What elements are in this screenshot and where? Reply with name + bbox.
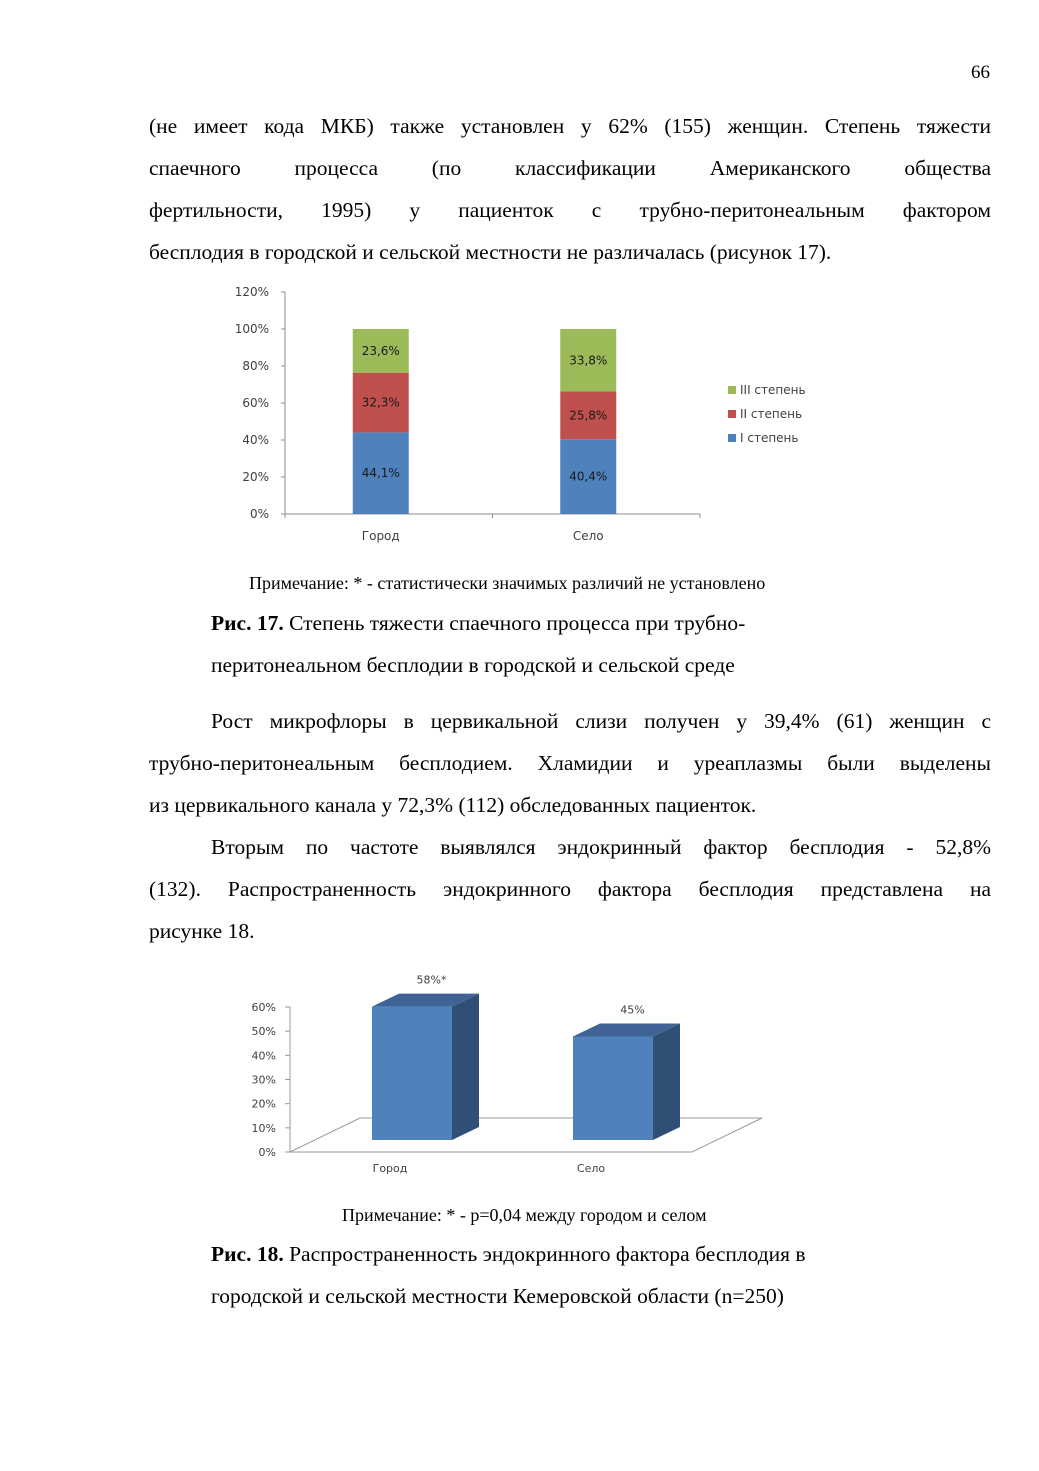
y-tick-label: 60% xyxy=(251,1001,276,1014)
y-tick-label: 20% xyxy=(242,470,269,484)
chart-floor xyxy=(290,1118,762,1152)
paragraph-2 xyxy=(149,700,991,826)
data-label: 23,6% xyxy=(361,343,400,358)
y-tick-label: 50% xyxy=(251,1025,276,1039)
data-label: 58%* xyxy=(416,973,447,987)
legend-entry: II степень xyxy=(740,407,803,421)
figure-17-caption-line2: перитонеальном бесплодии в городской и сельской среде xyxy=(211,653,735,677)
y-tick-label: 0% xyxy=(258,1146,276,1159)
figure-17-caption xyxy=(211,602,745,686)
y-tick-label: 20% xyxy=(251,1097,276,1111)
x-tick-label: Город xyxy=(361,529,400,543)
bar xyxy=(372,1007,452,1140)
data-label: 25,8% xyxy=(569,408,608,423)
data-label: 33,8% xyxy=(569,353,608,368)
data-label: 45% xyxy=(620,1003,645,1017)
legend-swatch xyxy=(728,386,736,394)
y-tick-label: 30% xyxy=(251,1073,276,1087)
paragraph-line: (132). Распространенность эндокринного фактора бесплодия представлена на xyxy=(149,877,991,901)
paragraph-line: спаечного процесса (по классификации Американского общества xyxy=(149,156,991,180)
legend-swatch xyxy=(728,410,736,418)
paragraph-line: фертильности, 1995) у пациенток с трубно-перитонеальным фактором xyxy=(149,198,991,222)
bar-side xyxy=(653,1024,680,1141)
paragraph-line: из цервикального канала у 72,3% (112) обследованных пациенток. xyxy=(149,793,757,817)
figure-17-caption-text: Степень тяжести спаечного процесса при трубно- xyxy=(283,611,746,635)
y-tick-label: 40% xyxy=(251,1049,276,1063)
y-tick-label: 60% xyxy=(242,396,269,410)
paragraph-line: Рост микрофлоры в цервикальной слизи получен у 39,4% (61) женщин с xyxy=(211,709,991,733)
y-tick-label: 120% xyxy=(234,285,269,299)
legend-entry: III степень xyxy=(740,383,806,397)
x-tick-label: Село xyxy=(572,529,604,543)
x-tick-label: Город xyxy=(372,1162,408,1175)
y-tick-label: 40% xyxy=(242,433,269,447)
page-number: 66 xyxy=(971,62,990,83)
legend-entry: I степень xyxy=(740,431,799,445)
figure-17-label: Рис. 17. xyxy=(211,611,284,635)
y-tick-label: 0% xyxy=(249,507,269,521)
paragraph-line: трубно-перитонеальным бесплодием. Хламидии и уреаплазмы были выделены xyxy=(149,751,991,775)
bar xyxy=(573,1037,653,1141)
paragraph-line: бесплодия в городской и сельской местности не различалась (рисунок 17). xyxy=(149,240,832,264)
figure-18-chart xyxy=(230,962,790,1182)
figure-18-note: Примечание: * - р=0,04 между городом и селом xyxy=(342,1205,707,1225)
y-tick-label: 100% xyxy=(234,322,269,336)
figure-18-caption-line2: городской и сельской местности Кемеровской области (n=250) xyxy=(211,1284,784,1308)
figure-18-caption xyxy=(211,1233,806,1317)
figure-18-label: Рис. 18. xyxy=(211,1242,284,1266)
paragraph-line: рисунке 18. xyxy=(149,919,255,943)
bar-side xyxy=(452,994,479,1140)
data-label: 40,4% xyxy=(569,469,608,484)
paragraph-1 xyxy=(149,105,991,273)
legend-swatch xyxy=(728,434,736,442)
figure-17-chart xyxy=(200,282,860,552)
y-tick-label: 10% xyxy=(251,1121,276,1135)
paragraph-line: Вторым по частоте выявлялся эндокринный фактор бесплодия - 52,8% xyxy=(211,835,991,859)
y-tick-label: 80% xyxy=(242,359,269,373)
paragraph-3 xyxy=(149,826,991,952)
data-label: 44,1% xyxy=(361,466,400,481)
figure-17-note: Примечание: * - статистически значимых различий не установлено xyxy=(249,573,766,593)
data-label: 32,3% xyxy=(361,395,400,410)
figure-18-caption-text: Распространенность эндокринного фактора бесплодия в xyxy=(283,1242,806,1266)
x-tick-label: Село xyxy=(576,1162,606,1175)
paragraph-line: (не имеет кода МКБ) также установлен у 62% (155) женщин. Степень тяжести xyxy=(149,114,991,138)
